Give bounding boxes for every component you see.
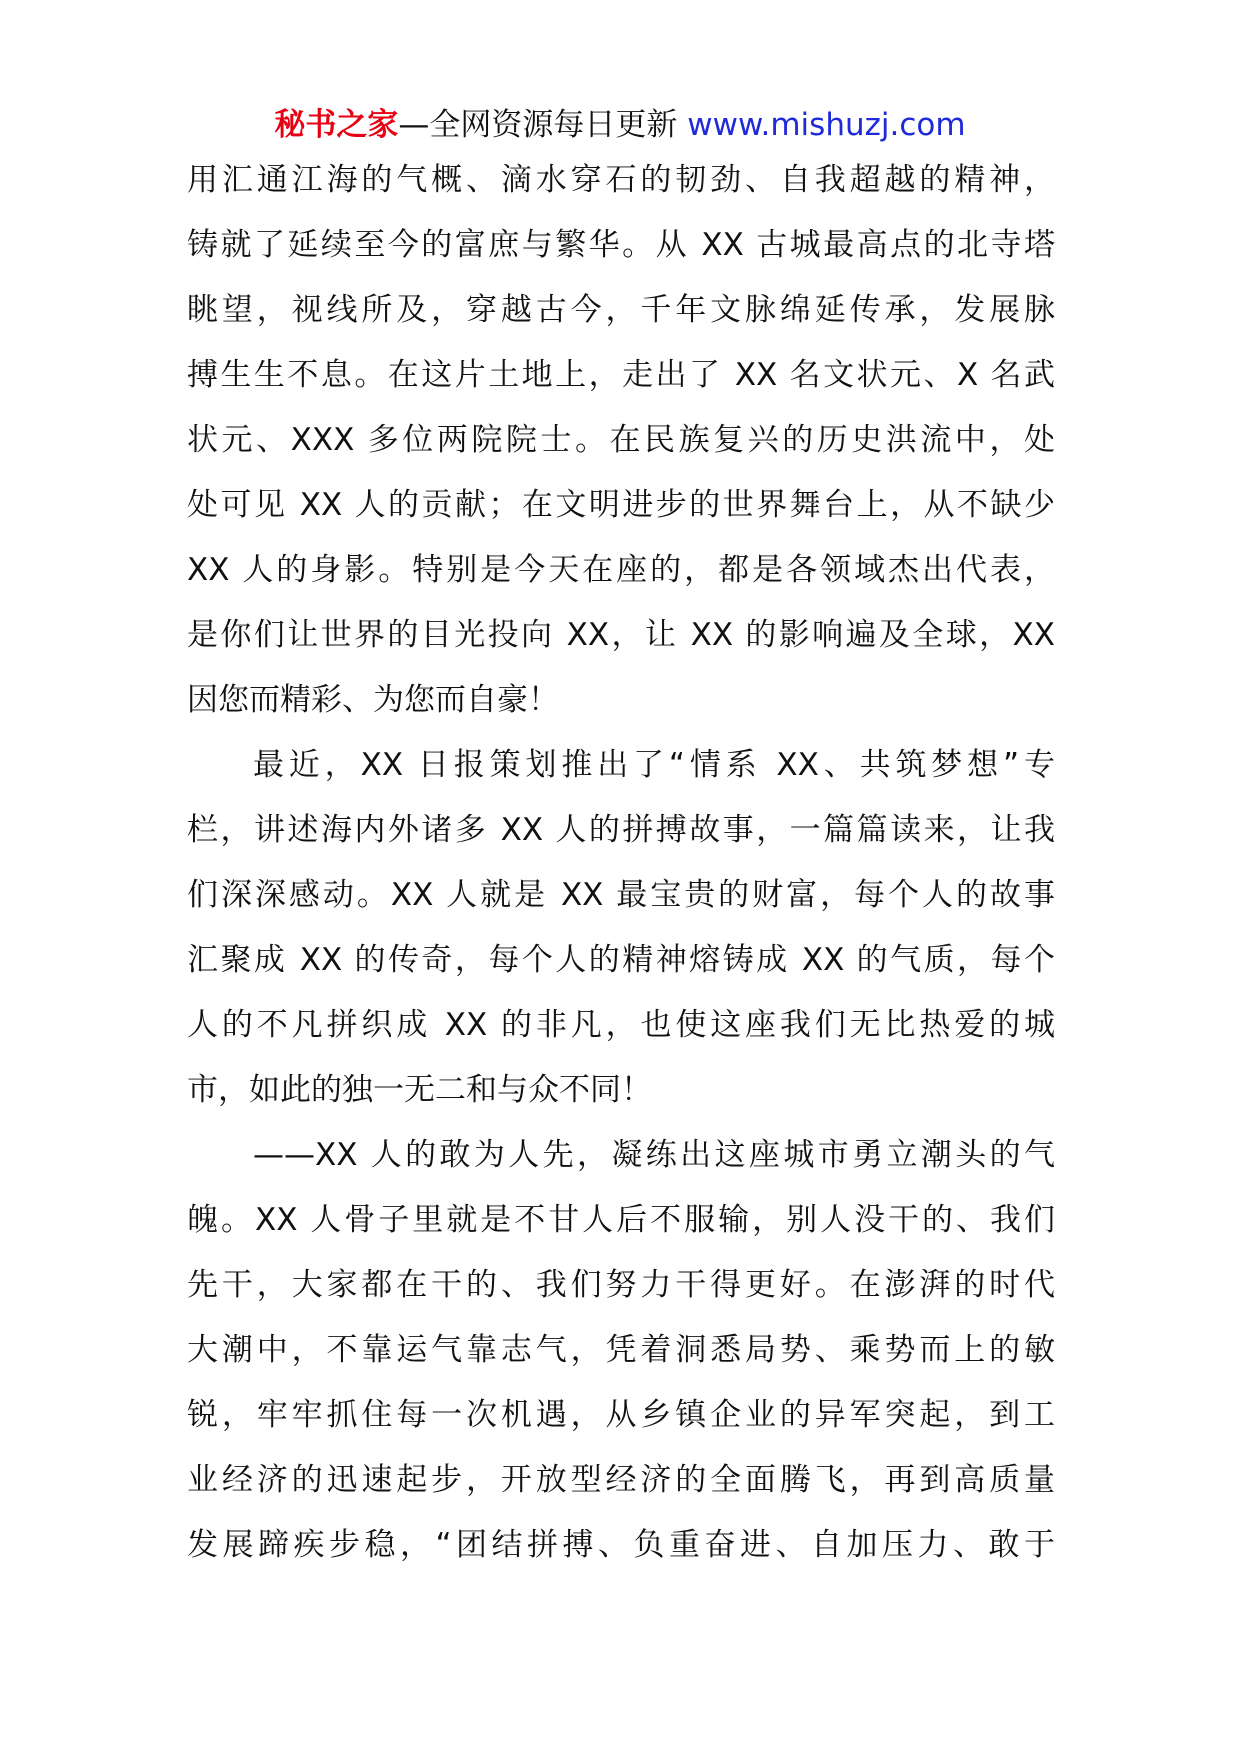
body-line: 汇聚成 XX 的传奇，每个人的精神熔铸成 XX 的气质，每个: [187, 942, 1055, 978]
body-line: 发展蹄疾步稳，“团结拼搏、负重奋进、自加压力、敢于: [187, 1527, 1055, 1563]
body-line: 锐，牢牢抓住每一次机遇，从乡镇企业的异军突起，到工: [187, 1397, 1055, 1433]
body-line: 魄。XX 人骨子里就是不甘人后不服输，别人没干的、我们: [187, 1202, 1055, 1238]
body-line: XX 人的身影。特别是今天在座的，都是各领域杰出代表，: [187, 552, 1055, 588]
body-line: ——XX 人的敢为人先，凝练出这座城市勇立潮头的气: [253, 1137, 1055, 1173]
body-line: 眺望，视线所及，穿越古今，千年文脉绵延传承，发展脉: [187, 292, 1055, 328]
site-url[interactable]: www.mishuzj.com: [687, 107, 966, 143]
body-line: 市，如此的独一无二和与众不同！: [187, 1072, 652, 1108]
site-header: [0, 103, 1240, 147]
body-line: 用汇通江海的气概、滴水穿石的韧劲、自我超越的精神，: [187, 162, 1055, 198]
body-line: 铸就了延续至今的富庶与繁华。从 XX 古城最高点的北寺塔: [187, 227, 1055, 263]
body-line: 大潮中，不靠运气靠志气，凭着洞悉局势、乘势而上的敏: [187, 1332, 1055, 1368]
body-line: 们深深感动。XX 人就是 XX 最宝贵的财富，每个人的故事: [187, 877, 1055, 913]
body-line: 状元、XXX 多位两院院士。在民族复兴的历史洪流中，处: [187, 422, 1055, 458]
body-line: 最近，XX 日报策划推出了“情系 XX、共筑梦想”专: [253, 747, 1055, 783]
body-line: 业经济的迅速起步，开放型经济的全面腾飞，再到高质量: [187, 1462, 1055, 1498]
body-line: 栏，讲述海内外诸多 XX 人的拼搏故事，一篇篇读来，让我: [187, 812, 1055, 848]
body-line: 人的不凡拼织成 XX 的非凡，也使这座我们无比热爱的城: [187, 1007, 1055, 1043]
body-line: 处可见 XX 人的贡献；在文明进步的世界舞台上，从不缺少: [187, 487, 1055, 523]
document-body: [187, 148, 1055, 1578]
body-line: 因您而精彩、为您而自豪！: [187, 682, 559, 718]
body-line: 搏生生不息。在这片土地上，走出了 XX 名文状元、X 名武: [187, 357, 1055, 393]
site-tagline: —全网资源每日更新: [398, 107, 688, 143]
body-line: 先干，大家都在干的、我们努力干得更好。在澎湃的时代: [187, 1267, 1055, 1303]
body-line: 是你们让世界的目光投向 XX，让 XX 的影响遍及全球，XX: [187, 617, 1055, 653]
brand-name: 秘书之家: [274, 107, 399, 143]
